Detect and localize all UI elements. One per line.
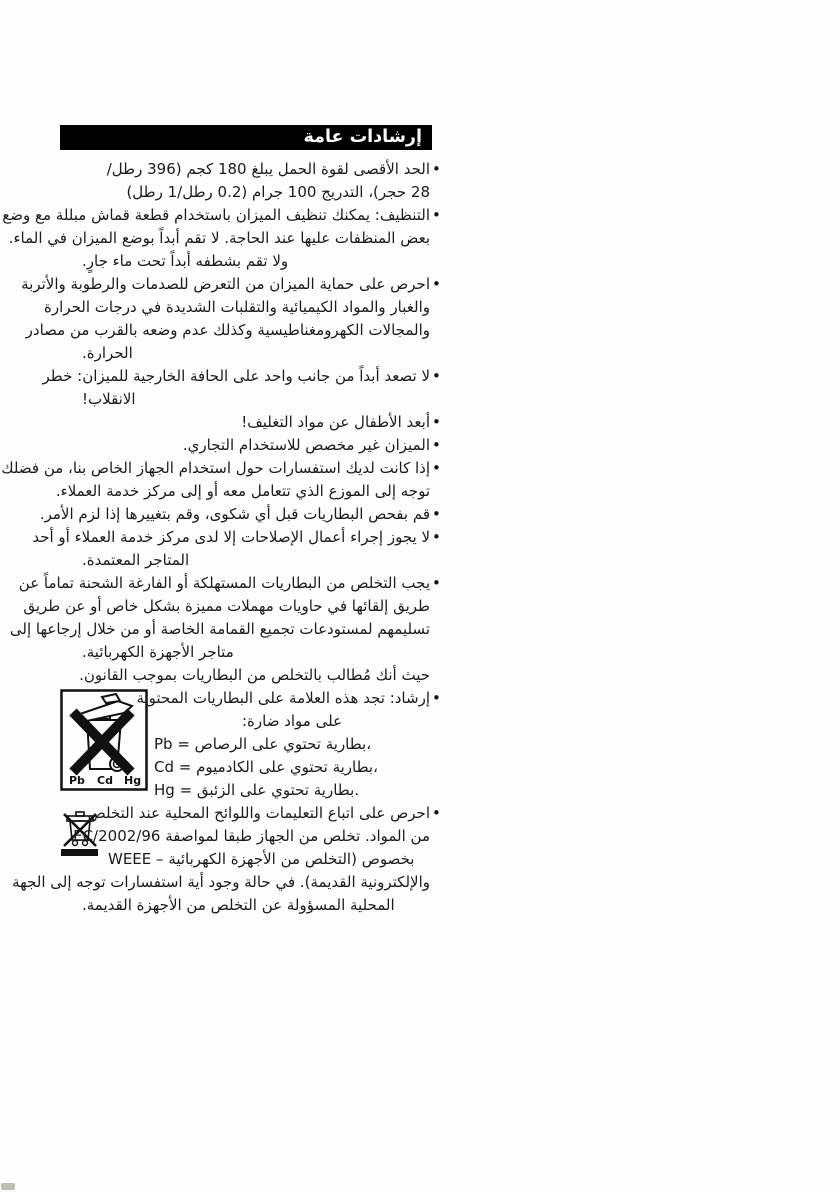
repairs-item — [32, 526, 444, 572]
commercial-use-item — [82, 434, 444, 457]
text-line: طريق إلقائها في حاويات مهملات مميزة بشكل خاص أو عن طريق — [23, 597, 430, 615]
instructions-list — [1, 158, 444, 917]
battery-label-cd: Cd — [97, 774, 113, 787]
bullet-icon: • — [432, 804, 441, 822]
text-line: إذا كانت لديك استفسارات حول استخدام الجهاز الخاص بنا، من فضلك — [1, 459, 430, 477]
battery-check-item — [39, 503, 444, 526]
customer-service-item — [1, 457, 444, 503]
protection-item — [21, 273, 444, 365]
text-line: على مواد ضارة: — [241, 712, 343, 730]
text-line: حيث أنك مُطالب بالتخلص من البطاريات بموجب القانون. — [79, 666, 430, 684]
section-header — [60, 125, 432, 150]
legal-disposal-note — [79, 664, 444, 687]
bullet-icon: • — [432, 459, 441, 477]
text-line: إرشاد: تجد هذه العلامة على البطاريات المحتوية — [136, 689, 430, 707]
text-line: الانقلاب! — [82, 390, 136, 408]
battery-marking-item — [69, 687, 444, 802]
bullet-icon: • — [432, 436, 441, 454]
text-line: والمجالات الكهرومغناطيسية وكذلك عدم وضعه بالقرب من مصادر — [25, 321, 430, 339]
text-line: أبعد الأطفال عن مواد التغليف! — [241, 413, 430, 431]
section-title: إرشادات عامة — [303, 127, 422, 147]
text-line: 28 حجر)، التدريج 100 جرام (0.2 رطل/1 رطل) — [126, 183, 430, 201]
text-line: بعض المنظفات عليها عند الحاجة. لا تقم أبداً بوضع الميزان في الماء. — [8, 229, 430, 247]
text-line: لا يجوز إجراء أعمال الإصلاحات إلا لدى مركز خدمة العملاء أو أحد — [32, 528, 430, 546]
bullet-icon: • — [432, 206, 441, 224]
packaging-warning-item — [82, 411, 444, 434]
bullet-icon: • — [432, 528, 441, 546]
cleaning-item — [2, 204, 444, 273]
text-line: احرص على اتباع التعليمات واللوائح المحلية عند التخلص — [87, 804, 430, 822]
text-line: الميزان غير مخصص للاستخدام التجاري. — [182, 436, 430, 454]
battery-label-hg: Hg — [124, 774, 142, 787]
text-line: توجه إلى الموزع الذي تتعامل معه أو إلى مركز خدمة العملاء. — [55, 482, 430, 500]
tipping-warning-item — [42, 365, 444, 411]
text-line: احرص على حماية الميزان من التعرض للصدمات والرطوبة والأتربة — [21, 275, 430, 293]
bullet-icon: • — [432, 574, 441, 592]
max-load-item — [82, 158, 444, 204]
text-line: الحرارة. — [82, 344, 133, 362]
text-line: Cd = بطارية تحتوي على الكادميوم، — [154, 758, 378, 776]
print-artifact-mark — [1, 1183, 15, 1190]
text-line: Hg = بطارية تحتوي على الزئبق. — [154, 781, 360, 799]
battery-label-pb: Pb — [69, 774, 85, 787]
text-line: قم بفحص البطاريات قبل أي شكوى، وقم بتغييرها إذا لزم الأمر. — [39, 505, 430, 523]
text-line: والإلكترونية القديمة). في حالة وجود أية استفسارات توجه إلى الجهة — [12, 873, 430, 891]
crossed-out-bin-battery-icon — [60, 689, 148, 791]
bullet-icon: • — [432, 505, 441, 523]
text-line: WEEE – بخصوص (التخلص من الأجهزة الكهربائية — [108, 850, 415, 868]
bullet-icon: • — [432, 413, 441, 431]
text-line: والغبار والمواد الكيميائية والتقلبات الشديدة في درجات الحرارة — [44, 298, 430, 316]
battery-disposal-item — [9, 572, 444, 664]
text-line: الحد الأقصى لقوة الحمل يبلغ 180 كجم (396 رطل/ — [106, 160, 430, 178]
text-line: المحلية المسؤولة عن التخلص من الأجهزة القديمة. — [82, 896, 395, 914]
text-line: من المواد. تخلص من الجهاز طبقا لمواصفة 2002/96/EC — [73, 827, 430, 845]
bullet-icon: • — [432, 689, 441, 707]
bullet-icon: • — [432, 367, 441, 385]
bullet-icon: • — [432, 160, 441, 178]
text-line: التنظيف: يمكنك تنظيف الميزان باستخدام قطعة قماش مبللة مع وضع — [2, 206, 430, 224]
weee-disposal-item — [12, 802, 444, 917]
text-line: يجب التخلص من البطاريات المستهلكة أو الفارغة الشحنة تماماً عن — [18, 574, 430, 592]
text-line: المتاجر المعتمدة. — [82, 551, 190, 569]
text-line: ولا تقم بشطفه أبداً تحت ماء جارٍ. — [82, 252, 289, 270]
text-line: متاجر الأجهزة الكهربائية. — [82, 643, 234, 661]
text-line: Pb = بطارية تحتوي على الرصاص، — [154, 735, 372, 753]
bullet-icon: • — [432, 275, 441, 293]
text-line: تسليمهم لمستودعات تجميع القمامة الخاصة أو من خلال إرجاعها إلى — [9, 620, 430, 638]
text-line: لا تصعد أبداً من جانب واحد على الحافة الخارجية للميزان: خطر — [42, 367, 430, 385]
